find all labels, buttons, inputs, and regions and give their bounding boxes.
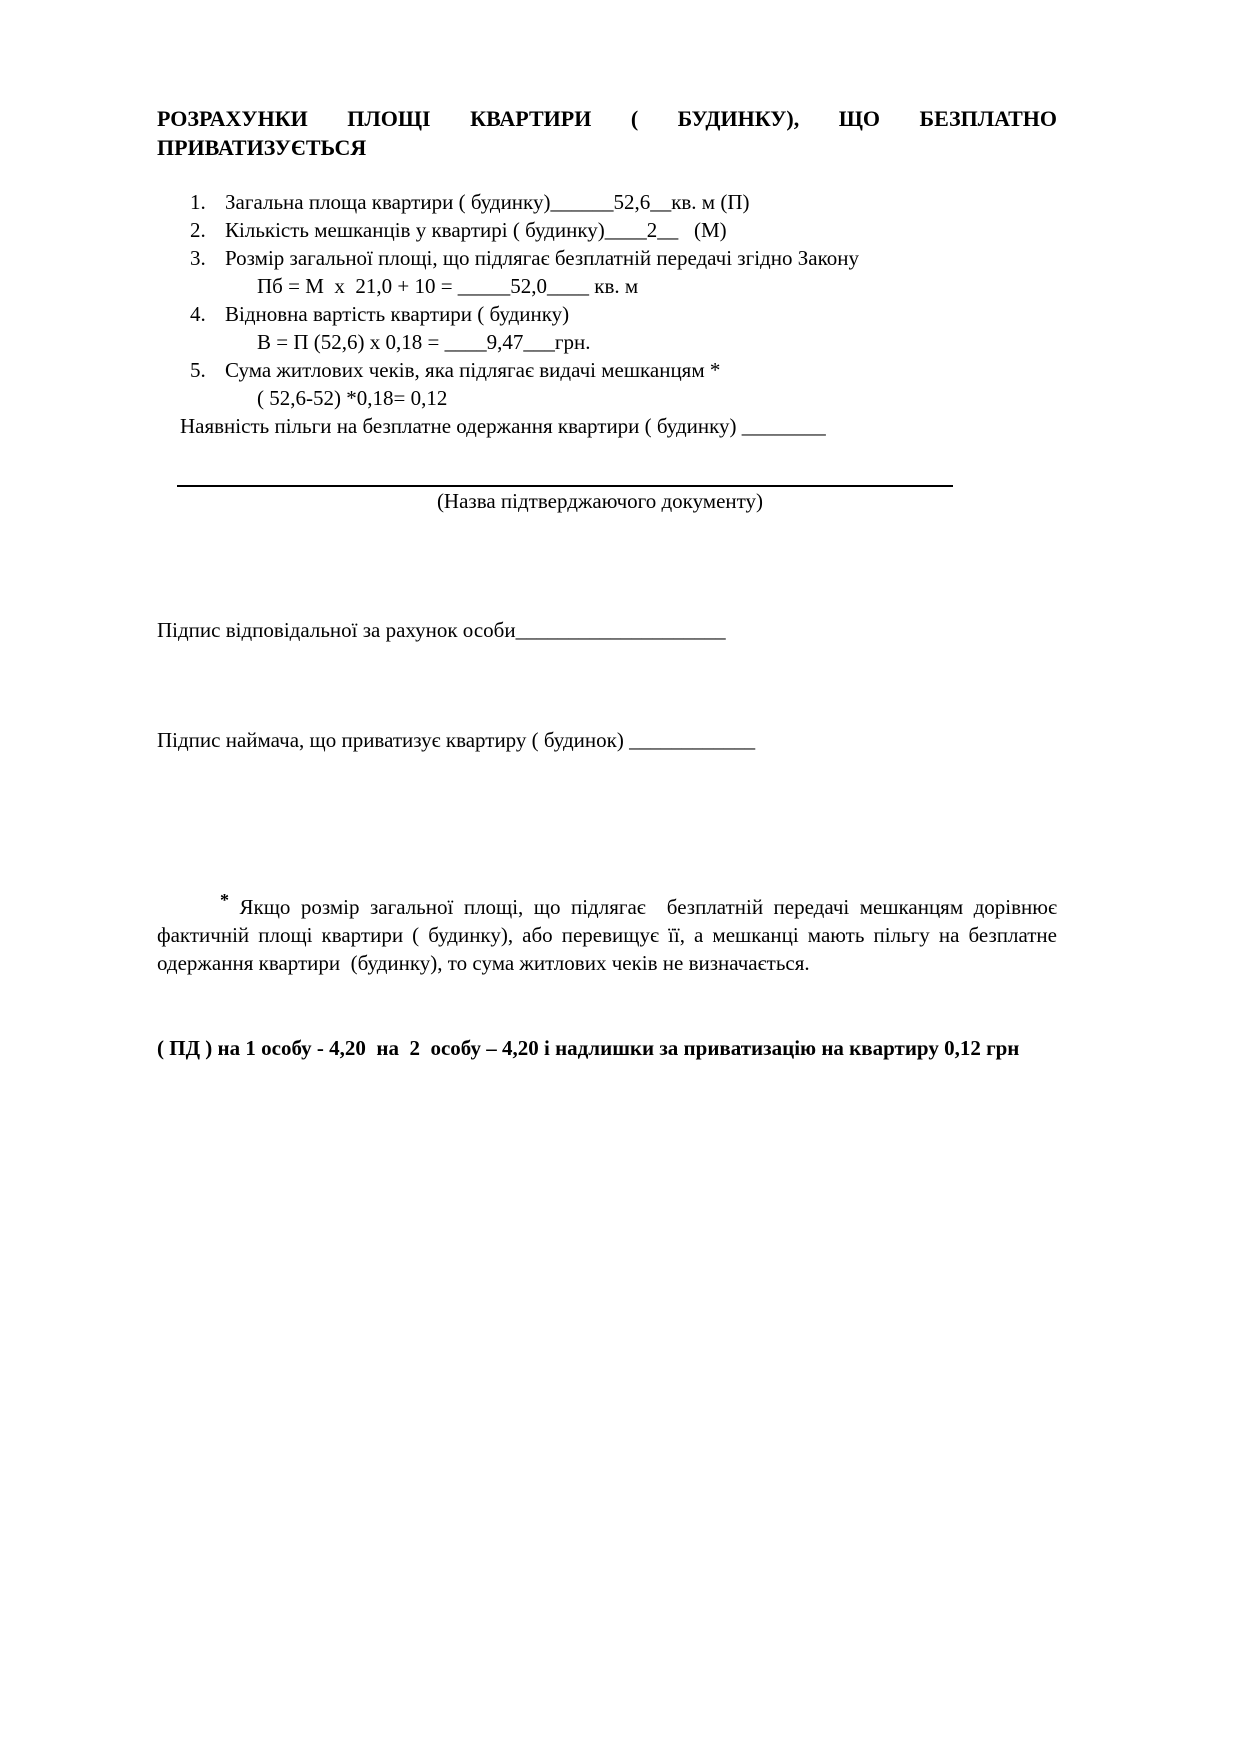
list-item-number: 5. <box>190 358 206 382</box>
document-name-caption: (Назва підтверджаючого документу) <box>436 489 764 513</box>
list-item-total-area <box>157 188 1057 216</box>
list-item-text: Відновна вартість квартири ( будинку) <box>225 302 570 326</box>
document-body <box>157 104 1063 1062</box>
list-item-number: 3. <box>190 246 206 270</box>
title-word: ЩО <box>838 106 881 131</box>
signature-responsible-blank: ____________________ <box>515 618 726 642</box>
list-item-text: Загальна площа квартири ( будинку)______52,6__кв. м (П) <box>225 190 750 214</box>
formula-pb: Пб = М х 21,0 + 10 = _____52,0____ кв. м <box>257 274 639 298</box>
page-title <box>157 104 1057 162</box>
calculation-list <box>157 188 1057 412</box>
privilege-line: Наявність пільги на безплатне одержання квартири ( будинку) ________ <box>180 414 826 438</box>
formula-v: В = П (52,6) х 0,18 = ____9,47___грн. <box>257 330 591 354</box>
title-word: ( <box>630 106 639 131</box>
title-word: РОЗРАХУНКИ <box>157 106 308 131</box>
title-word: БЕЗПЛАТНО <box>919 106 1057 131</box>
footnote <box>157 858 1063 1005</box>
signature-tenant-blank: ____________ <box>629 728 756 752</box>
list-item-free-transfer-area <box>157 244 1057 272</box>
signature-tenant-line <box>157 726 1057 754</box>
list-item-number: 4. <box>190 302 206 326</box>
pd-note: ( ПД ) на 1 особу - 4,20 на 2 особу – 4,20 і надлишки за приватизацію на квартиру 0,12 грн <box>157 1036 1020 1060</box>
footnote-text: Якщо розмір загальної площі, що підлягає безплатній передачі мешканцям дорівнює фактичній площі квартири ( будинку), або перевищує її, а мешканці мають пільгу на безплатне одержання квартири (будинку), то сума житлових чеків не визначається. <box>157 895 1063 975</box>
formula-checks: ( 52,6-52) *0,18= 0,12 <box>257 386 448 410</box>
list-item-text: Кількість мешканців у квартирі ( будинку)____2__ (М) <box>225 218 727 242</box>
list-item-restoration-value <box>157 300 1057 328</box>
list-item-number: 2. <box>190 218 206 242</box>
list-item-text: Розмір загальної площі, що підлягає безплатній передачі згідно Закону <box>225 246 859 270</box>
title-word: КВАРТИРИ <box>470 106 592 131</box>
list-item-housing-checks <box>157 356 1057 384</box>
footnote-asterisk: * <box>219 890 229 910</box>
signature-tenant-label: Підпис наймача, що приватизує квартиру ( будинок) <box>157 728 630 752</box>
list-item-residents <box>157 216 1057 244</box>
signature-responsible-line <box>157 616 1057 644</box>
title-word: БУДИНКУ), <box>677 106 800 131</box>
list-item-number: 1. <box>190 190 206 214</box>
title-word: ПЛОЩІ <box>347 106 431 131</box>
signature-responsible-label: Підпис відповідальної за рахунок особи <box>157 618 516 642</box>
page-title-line2: ПРИВАТИЗУЄТЬСЯ <box>157 135 367 160</box>
list-item-text: Сума житлових чеків, яка підлягає видачі мешканцям * <box>225 358 721 382</box>
page-title-line1 <box>157 104 1057 133</box>
